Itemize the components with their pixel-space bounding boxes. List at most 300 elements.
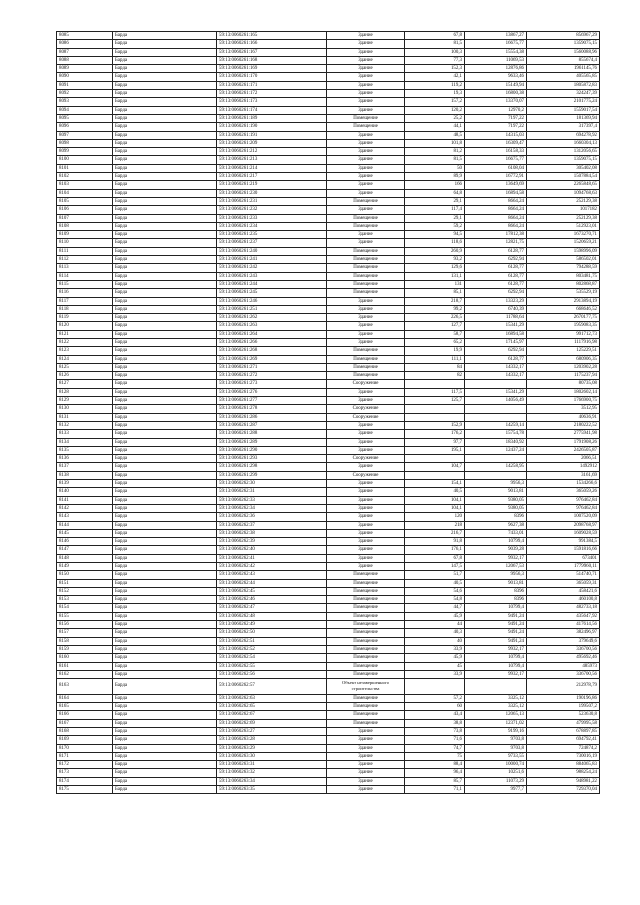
unit-price-cell: 8396 <box>465 587 527 595</box>
cadastral-value-cell: 794288,59 <box>527 264 600 272</box>
unit-price-cell: 9733,55 <box>465 752 527 760</box>
locality-cell: Барда <box>113 48 217 56</box>
cadastral-number-cell: 59:13:0060262:55 <box>217 662 327 670</box>
cadastral-value-cell: 2066,51 <box>527 455 600 463</box>
object-type-cell: Помещение <box>327 123 405 131</box>
table-row <box>57 322 600 330</box>
cadastral-number-cell: 59:13:0060262:39 <box>217 538 327 546</box>
cadastral-value-cell: 673401 <box>527 554 600 562</box>
object-type-cell: Здание <box>327 521 405 529</box>
locality-cell: Барда <box>113 471 217 479</box>
locality-cell: Барда <box>113 786 217 794</box>
row-number-cell: 8093 <box>57 98 113 106</box>
cadastral-value-cell: 1559017,54 <box>527 106 600 114</box>
row-number-cell: 8134 <box>57 438 113 446</box>
object-type-cell: Помещение <box>327 114 405 122</box>
table-row <box>57 347 600 355</box>
row-number-cell: 8100 <box>57 156 113 164</box>
table-row <box>57 538 600 546</box>
locality-cell: Барда <box>113 480 217 488</box>
cadastral-number-cell: 59:13:0060262:51 <box>217 637 327 645</box>
table-row <box>57 703 600 711</box>
cadastral-value-cell: 212978,79 <box>527 679 600 695</box>
cadastral-number-cell: 59:13:0060263:30 <box>217 752 327 760</box>
row-number-cell: 8122 <box>57 338 113 346</box>
unit-price-cell: 12437,24 <box>465 446 527 454</box>
table-row <box>57 777 600 785</box>
object-type-cell: Здание <box>327 513 405 521</box>
row-number-cell: 8175 <box>57 786 113 794</box>
unit-price-cell: 18340,92 <box>465 438 527 446</box>
locality-cell: Барда <box>113 214 217 222</box>
locality-cell: Барда <box>113 156 217 164</box>
area-cell: 91,8 <box>405 538 465 546</box>
cadastral-number-cell: 59:13:0060261:217 <box>217 173 327 181</box>
object-type-cell: Здание <box>327 239 405 247</box>
row-number-cell: 8112 <box>57 256 113 264</box>
area-cell: 81,5 <box>405 156 465 164</box>
area-cell: 58,7 <box>405 330 465 338</box>
locality-cell: Барда <box>113 280 217 288</box>
locality-cell: Барда <box>113 206 217 214</box>
unit-price-cell: 9380,05 <box>465 504 527 512</box>
unit-price-cell: 9956,3 <box>465 571 527 579</box>
area-cell: 111,1 <box>405 355 465 363</box>
cadastral-value-cell: 382496,97 <box>527 629 600 637</box>
cadastral-value-cell: 1534266,6 <box>527 480 600 488</box>
locality-cell: Барда <box>113 529 217 537</box>
cadastral-number-cell: 59:13:0060261:244 <box>217 280 327 288</box>
object-type-cell: Здание <box>327 446 405 454</box>
area-cell: 195,1 <box>405 446 465 454</box>
table-row <box>57 289 600 297</box>
locality-cell: Барда <box>113 231 217 239</box>
cadastral-number-cell: 59:13:0060261:276 <box>217 388 327 396</box>
object-type-cell: Помещение <box>327 264 405 272</box>
row-number-cell: 8164 <box>57 694 113 702</box>
unit-price-cell: 9013,81 <box>465 579 527 587</box>
cadastral-number-cell: 59:13:0060261:219 <box>217 181 327 189</box>
cadastral-value-cell: 1673270,71 <box>527 231 600 239</box>
object-type-cell: Здание <box>327 148 405 156</box>
area-cell: 25,2 <box>405 114 465 122</box>
object-type-cell: Помещение <box>327 604 405 612</box>
area-cell: 50 <box>405 164 465 172</box>
object-type-cell: Помещение <box>327 637 405 645</box>
area-cell: 218,7 <box>405 297 465 305</box>
object-type-cell: Помещение <box>327 694 405 702</box>
unit-price-cell: 16772,91 <box>465 173 527 181</box>
area-cell <box>405 471 465 479</box>
unit-price-cell: 16675,77 <box>465 40 527 48</box>
table-row <box>57 679 600 695</box>
object-type-cell: Помещение <box>327 629 405 637</box>
locality-cell: Барда <box>113 222 217 230</box>
table-row <box>57 471 600 479</box>
locality-cell: Барда <box>113 405 217 413</box>
object-type-cell: Здание <box>327 297 405 305</box>
unit-price-cell: 9491,24 <box>465 621 527 629</box>
cadastral-number-cell: 59:13:0060261:263 <box>217 322 327 330</box>
cadastral-number-cell: 59:13:0060261:298 <box>217 463 327 471</box>
row-number-cell: 8107 <box>57 214 113 222</box>
table-row <box>57 32 600 40</box>
cadastral-number-cell: 59:13:0060261:235 <box>217 231 327 239</box>
row-number-cell: 8114 <box>57 272 113 280</box>
cadastral-value-cell: 1591816,66 <box>527 546 600 554</box>
cadastral-value-cell: 991712,73 <box>527 330 600 338</box>
unit-price-cell: 14332,17 <box>465 363 527 371</box>
cadastral-number-cell: 59:13:0060261:232 <box>217 206 327 214</box>
cadastral-value-cell: 405565,85 <box>527 73 600 81</box>
row-number-cell: 8096 <box>57 123 113 131</box>
unit-price-cell: 17812,38 <box>465 231 527 239</box>
object-type-cell: Здание <box>327 504 405 512</box>
object-type-cell: Здание <box>327 777 405 785</box>
object-type-cell: Здание <box>327 73 405 81</box>
table-row <box>57 455 600 463</box>
table-row <box>57 189 600 197</box>
cadastral-value-cell: 2913894,19 <box>527 297 600 305</box>
object-type-cell: Помещение <box>327 662 405 670</box>
object-type-cell: Здание <box>327 563 405 571</box>
unit-price-cell: 6740,39 <box>465 305 527 313</box>
cadastral-value-cell: 988254,24 <box>527 769 600 777</box>
area-cell: 44 <box>405 621 465 629</box>
cadastral-number-cell: 59:13:0060261:170 <box>217 73 327 81</box>
unit-price-cell: 15754,78 <box>465 430 527 438</box>
locality-cell: Барда <box>113 563 217 571</box>
unit-price-cell: 12065,13 <box>465 711 527 719</box>
locality-cell: Барда <box>113 123 217 131</box>
row-number-cell: 8090 <box>57 73 113 81</box>
table-row <box>57 330 600 338</box>
object-type-cell: Здание <box>327 769 405 777</box>
locality-cell: Барда <box>113 654 217 662</box>
row-number-cell: 8116 <box>57 289 113 297</box>
locality-cell: Барда <box>113 40 217 48</box>
object-type-cell: Здание <box>327 131 405 139</box>
row-number-cell: 8108 <box>57 222 113 230</box>
row-number-cell: 8157 <box>57 629 113 637</box>
cadastral-number-cell: 59:13:0060261:169 <box>217 65 327 73</box>
cadastral-number-cell: 59:13:0060261:173 <box>217 98 327 106</box>
unit-price-cell: 9199,16 <box>465 727 527 735</box>
area-cell: 119,2 <box>405 81 465 89</box>
unit-price-cell: 13649,69 <box>465 181 527 189</box>
table-row <box>57 363 600 371</box>
object-type-cell: Здание <box>327 98 405 106</box>
table-row <box>57 40 600 48</box>
cadastral-value-cell: 1507884,54 <box>527 173 600 181</box>
cadastral-number-cell: 59:13:0060261:190 <box>217 123 327 131</box>
area-cell: 74,7 <box>405 744 465 752</box>
table-row <box>57 264 600 272</box>
cadastral-value-cell: 1660304,13 <box>527 139 600 147</box>
table-row <box>57 421 600 429</box>
unit-price-cell: 11073,29 <box>465 777 527 785</box>
cadastral-number-cell: 59:13:0060262:50 <box>217 629 327 637</box>
unit-price-cell: 9932,17 <box>465 670 527 678</box>
row-number-cell: 8155 <box>57 612 113 620</box>
row-number-cell: 8103 <box>57 181 113 189</box>
object-type-cell: Здание <box>327 338 405 346</box>
unit-price-cell: 9633,46 <box>465 73 527 81</box>
cadastral-number-cell: 59:13:0060261:288 <box>217 430 327 438</box>
table-row <box>57 239 600 247</box>
row-number-cell: 8119 <box>57 314 113 322</box>
cadastral-number-cell: 59:13:0060262:43 <box>217 571 327 579</box>
unit-price-cell: 15341,29 <box>465 388 527 396</box>
locality-cell: Барда <box>113 463 217 471</box>
locality-cell: Барда <box>113 305 217 313</box>
area-cell: 166 <box>405 181 465 189</box>
locality-cell: Барда <box>113 197 217 205</box>
area-cell: 40,3 <box>405 629 465 637</box>
cadastral-value-cell: 40636,91 <box>527 413 600 421</box>
unit-price-cell: 10000,74 <box>465 761 527 769</box>
table-row <box>57 280 600 288</box>
row-number-cell: 8150 <box>57 571 113 579</box>
cadastral-number-cell: 59:13:0060261:273 <box>217 380 327 388</box>
unit-price-cell: 10799,4 <box>465 662 527 670</box>
unit-price-cell: 15341,29 <box>465 322 527 330</box>
table-row <box>57 662 600 670</box>
unit-price-cell: 12067,53 <box>465 563 527 571</box>
table-row <box>57 744 600 752</box>
row-number-cell: 8121 <box>57 330 113 338</box>
cadastral-value-cell: 181369,94 <box>527 114 600 122</box>
locality-cell: Барда <box>113 554 217 562</box>
row-number-cell: 8156 <box>57 621 113 629</box>
table-row <box>57 480 600 488</box>
row-number-cell: 8135 <box>57 446 113 454</box>
row-number-cell: 8153 <box>57 596 113 604</box>
locality-cell: Барда <box>113 338 217 346</box>
object-type-cell: Здание <box>327 480 405 488</box>
row-number-cell: 8105 <box>57 197 113 205</box>
row-number-cell: 8106 <box>57 206 113 214</box>
table-row <box>57 694 600 702</box>
unit-price-cell: 16675,77 <box>465 156 527 164</box>
registry-page <box>56 31 599 794</box>
row-number-cell: 8111 <box>57 247 113 255</box>
area-cell: 43,4 <box>405 711 465 719</box>
unit-price-cell: 16894,58 <box>465 330 527 338</box>
row-number-cell: 8171 <box>57 752 113 760</box>
cadastral-number-cell: 59:13:0060262:47 <box>217 604 327 612</box>
area-cell: 33,9 <box>405 670 465 678</box>
locality-cell: Барда <box>113 297 217 305</box>
table-row <box>57 98 600 106</box>
cadastral-number-cell: 59:13:0060263:29 <box>217 744 327 752</box>
table-row <box>57 164 600 172</box>
object-type-cell: Здание <box>327 189 405 197</box>
cadastral-value-cell: 1359075,15 <box>527 40 600 48</box>
locality-cell: Барда <box>113 513 217 521</box>
cadastral-number-cell: 59:13:0060261:246 <box>217 297 327 305</box>
cadastral-value-cell: 479995,58 <box>527 719 600 727</box>
unit-price-cell: 6128,77 <box>465 272 527 280</box>
unit-price-cell: 6128,77 <box>465 280 527 288</box>
cadastral-number-cell: 59:13:0060262:44 <box>217 579 327 587</box>
locality-cell: Барда <box>113 114 217 122</box>
cadastral-number-cell: 59:13:0060263:32 <box>217 769 327 777</box>
unit-price-cell: 12876,86 <box>465 65 527 73</box>
area-cell: 152,3 <box>405 65 465 73</box>
area-cell: 67,8 <box>405 554 465 562</box>
unit-price-cell: 9703,8 <box>465 744 527 752</box>
table-row <box>57 222 600 230</box>
area-cell <box>405 380 465 388</box>
area-cell: 89,9 <box>405 173 465 181</box>
row-number-cell: 8110 <box>57 239 113 247</box>
cadastral-number-cell: 59:13:0060262:41 <box>217 554 327 562</box>
table-row <box>57 504 600 512</box>
unit-price-cell <box>465 413 527 421</box>
table-row <box>57 621 600 629</box>
unit-price-cell: 3325,12 <box>465 703 527 711</box>
row-number-cell: 8085 <box>57 32 113 40</box>
row-number-cell: 8145 <box>57 529 113 537</box>
cadastral-number-cell: 59:13:0060262:67 <box>217 711 327 719</box>
cadastral-value-cell: 1017182 <box>527 206 600 214</box>
object-type-cell: Здание <box>327 106 405 114</box>
cadastral-number-cell: 59:13:0060261:171 <box>217 81 327 89</box>
locality-cell: Барда <box>113 521 217 529</box>
object-type-cell: Здание <box>327 421 405 429</box>
object-type-cell: Сооружение <box>327 455 405 463</box>
cadastral-value-cell: 417614,56 <box>527 621 600 629</box>
unit-price-cell: 9491,24 <box>465 612 527 620</box>
locality-cell: Барда <box>113 148 217 156</box>
row-number-cell: 8115 <box>57 280 113 288</box>
cadastral-value-cell: 1094768,63 <box>527 189 600 197</box>
object-type-cell: Помещение <box>327 670 405 678</box>
table-row <box>57 413 600 421</box>
object-type-cell: Помещение <box>327 214 405 222</box>
locality-cell: Барда <box>113 330 217 338</box>
area-cell: 40 <box>405 637 465 645</box>
locality-cell: Барда <box>113 421 217 429</box>
locality-cell: Барда <box>113 587 217 595</box>
cadastral-number-cell: 59:13:0060262:65 <box>217 703 327 711</box>
object-type-cell: Помещение <box>327 645 405 653</box>
locality-cell: Барда <box>113 65 217 73</box>
row-number-cell: 8143 <box>57 513 113 521</box>
object-type-cell: Здание <box>327 496 405 504</box>
cadastral-number-cell: 59:13:0060261:264 <box>217 330 327 338</box>
cadastral-number-cell: 59:13:0060262:37 <box>217 521 327 529</box>
unit-price-cell: 8396 <box>465 513 527 521</box>
cadastral-value-cell: 514740,71 <box>527 571 600 579</box>
locality-cell: Барда <box>113 719 217 727</box>
area-cell: 45,9 <box>405 654 465 662</box>
cadastral-number-cell: 59:13:0060263:31 <box>217 761 327 769</box>
row-number-cell: 8154 <box>57 604 113 612</box>
row-number-cell: 8160 <box>57 654 113 662</box>
locality-cell: Барда <box>113 546 217 554</box>
cadastral-value-cell: 317397,4 <box>527 123 600 131</box>
table-row <box>57 173 600 181</box>
locality-cell: Барда <box>113 504 217 512</box>
unit-price-cell: 9013,81 <box>465 488 527 496</box>
table-row <box>57 372 600 380</box>
cadastral-number-cell: 59:13:0060262:49 <box>217 621 327 629</box>
table-row <box>57 338 600 346</box>
object-type-cell: Здание <box>327 529 405 537</box>
area-cell: 54,6 <box>405 587 465 595</box>
cadastral-number-cell: 59:13:0060262:33 <box>217 496 327 504</box>
unit-price-cell: 6292,94 <box>465 347 527 355</box>
area-cell: 38,8 <box>405 719 465 727</box>
row-number-cell: 8147 <box>57 546 113 554</box>
unit-price-cell: 14259,14 <box>465 421 527 429</box>
cadastral-value-cell: 125229,51 <box>527 347 600 355</box>
row-number-cell: 8087 <box>57 48 113 56</box>
cadastral-value-cell: 694792,41 <box>527 736 600 744</box>
locality-cell: Барда <box>113 56 217 64</box>
locality-cell: Барда <box>113 727 217 735</box>
locality-cell: Барда <box>113 347 217 355</box>
object-type-cell: Помещение <box>327 280 405 288</box>
table-row <box>57 727 600 735</box>
area-cell: 45 <box>405 662 465 670</box>
area-cell: 44,7 <box>405 604 465 612</box>
object-type-cell: Здание <box>327 90 405 98</box>
locality-cell: Барда <box>113 629 217 637</box>
unit-price-cell: 8396 <box>465 596 527 604</box>
cadastral-value-cell: 324247,39 <box>527 90 600 98</box>
locality-cell: Барда <box>113 189 217 197</box>
cadastral-value-cell: 495692,46 <box>527 654 600 662</box>
area-cell: 85,1 <box>405 289 465 297</box>
cadastral-number-cell: 59:13:0060261:191 <box>217 131 327 139</box>
object-type-cell: Помещение <box>327 719 405 727</box>
locality-cell: Барда <box>113 32 217 40</box>
locality-cell: Барда <box>113 596 217 604</box>
row-number-cell: 8140 <box>57 488 113 496</box>
row-number-cell: 8168 <box>57 727 113 735</box>
cadastral-number-cell: 59:13:0060261:212 <box>217 148 327 156</box>
object-type-cell: Помещение <box>327 711 405 719</box>
area-cell: 71,1 <box>405 786 465 794</box>
area-cell: 101,8 <box>405 139 465 147</box>
table-row <box>57 769 600 777</box>
area-cell: 104,1 <box>405 504 465 512</box>
table-row <box>57 629 600 637</box>
cadastral-value-cell: 1598996,09 <box>527 247 600 255</box>
cadastral-number-cell: 59:13:0060261:241 <box>217 256 327 264</box>
table-row <box>57 405 600 413</box>
unit-price-cell <box>465 405 527 413</box>
cadastral-number-cell: 59:13:0060261:174 <box>217 106 327 114</box>
area-cell: 118,6 <box>405 239 465 247</box>
object-type-cell: Помещение <box>327 612 405 620</box>
row-number-cell: 8124 <box>57 355 113 363</box>
table-row <box>57 430 600 438</box>
cadastral-value-cell: 535529,19 <box>527 289 600 297</box>
cadastral-value-cell: 586502,01 <box>527 256 600 264</box>
cadastral-number-cell: 59:13:0060261:251 <box>217 305 327 313</box>
cadastral-value-cell: 1560088,96 <box>527 48 600 56</box>
table-row <box>57 546 600 554</box>
object-type-cell: Объект незавершенного строительства <box>327 679 405 695</box>
cadastral-value-cell: 1791908,26 <box>527 438 600 446</box>
object-type-cell: Сооружение <box>327 380 405 388</box>
unit-price-cell: 9703,8 <box>465 736 527 744</box>
unit-price-cell: 7197,22 <box>465 114 527 122</box>
